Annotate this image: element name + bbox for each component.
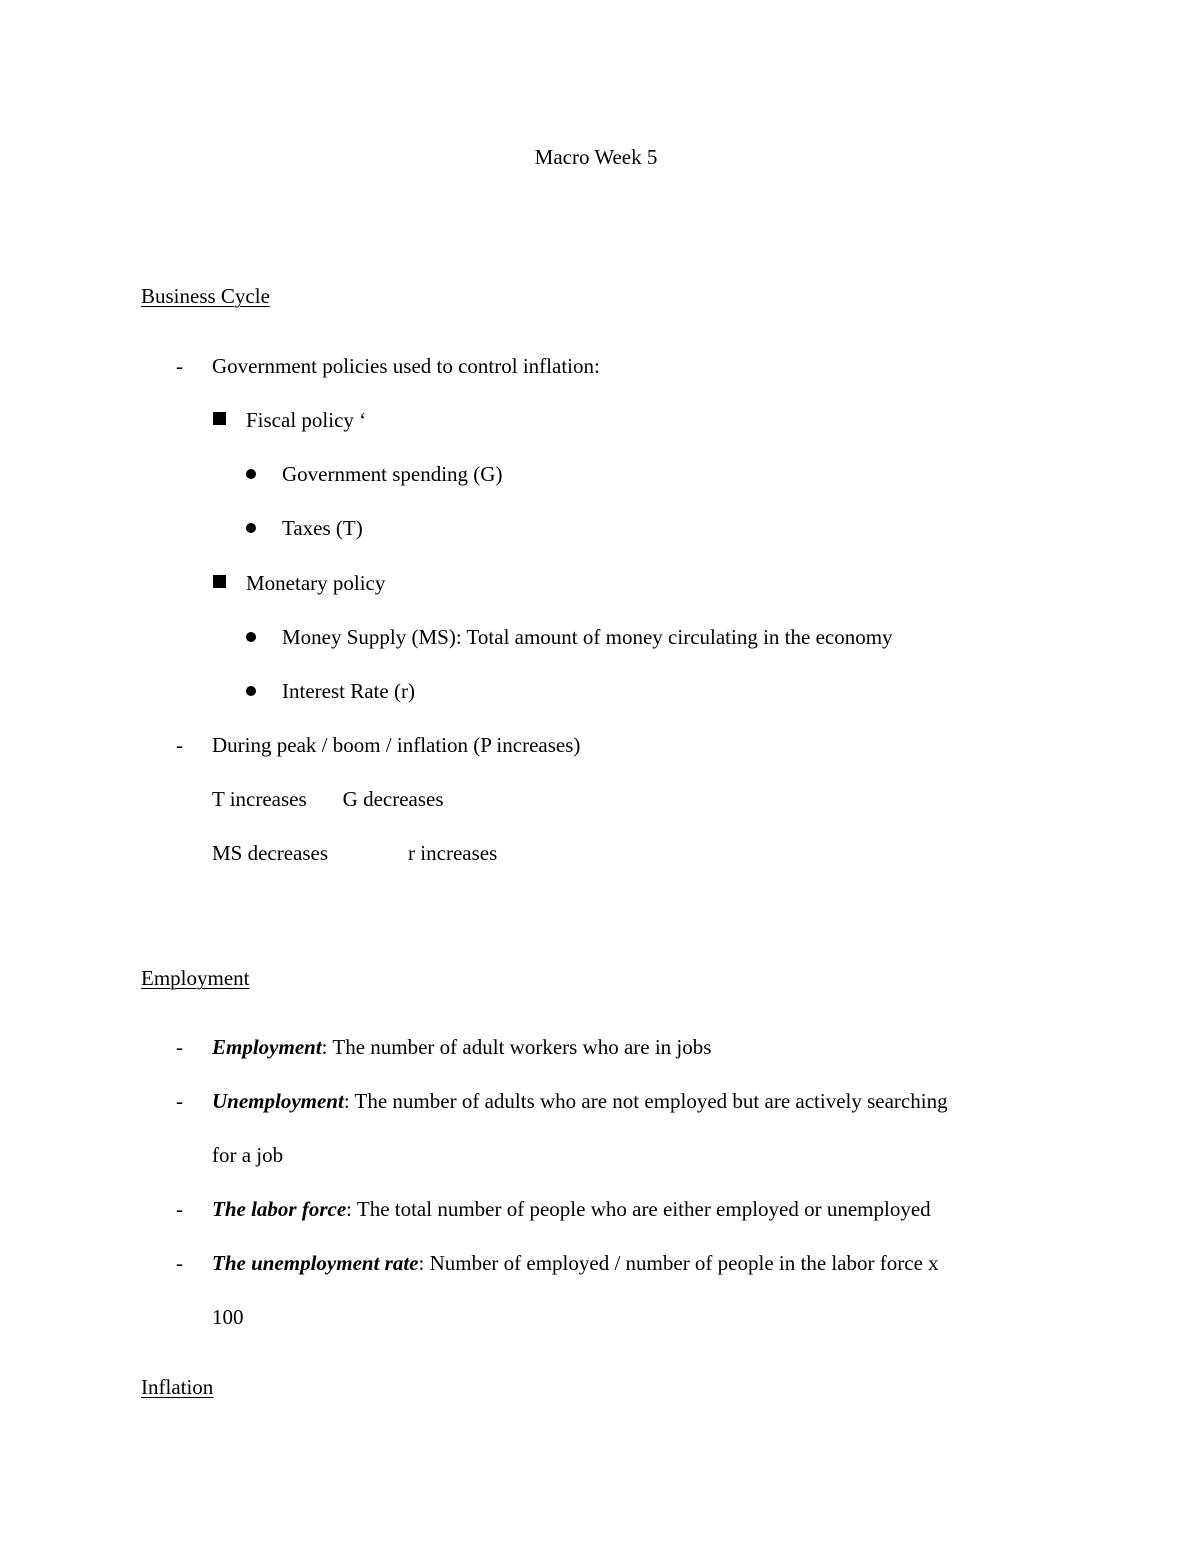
effects-row-2	[212, 840, 497, 866]
item-during-peak: During peak / boom / inflation (P increases)	[212, 733, 581, 757]
effect-t-increases: T increases	[212, 787, 307, 811]
term-labor-force: The labor force	[212, 1197, 347, 1221]
round-bullet-icon	[246, 686, 256, 696]
heading-employment: Employment	[141, 966, 250, 990]
definition-text: : The number of adult workers who are in jobs	[321, 1035, 712, 1059]
definition-unemployment	[212, 1088, 948, 1114]
definition-unemployment-rate	[212, 1250, 939, 1276]
heading-inflation: Inflation	[141, 1375, 214, 1399]
effects-row-1	[212, 786, 444, 812]
dash-bullet: -	[176, 1197, 183, 1221]
definition-text: : The total number of people who are either employed or unemployed	[346, 1197, 931, 1221]
definition-labor-force	[212, 1196, 931, 1222]
term-unemployment: Unemployment	[212, 1089, 344, 1113]
item-fiscal-policy: Fiscal policy ‘	[246, 408, 367, 432]
effect-ms-decreases: MS decreases	[212, 841, 329, 865]
square-bullet-icon	[213, 412, 226, 425]
page-title: Macro Week 5	[534, 145, 658, 169]
dash-bullet: -	[176, 354, 183, 378]
effect-g-decreases: G decreases	[342, 787, 444, 811]
term-unemployment-rate: The unemployment rate	[212, 1251, 419, 1275]
dash-bullet: -	[176, 1251, 183, 1275]
round-bullet-icon	[246, 523, 256, 533]
item-taxes: Taxes (T)	[282, 516, 363, 540]
dash-bullet: -	[176, 1089, 183, 1113]
definition-employment	[212, 1034, 711, 1060]
dash-bullet: -	[176, 733, 183, 757]
round-bullet-icon	[246, 632, 256, 642]
round-bullet-icon	[246, 469, 256, 479]
definition-continuation: for a job	[212, 1143, 284, 1167]
item-government-policies: Government policies used to control inflation:	[212, 354, 600, 378]
definition-continuation: 100	[212, 1305, 244, 1329]
item-monetary-policy: Monetary policy	[246, 571, 386, 595]
effect-r-increases: r increases	[408, 841, 498, 865]
item-government-spending: Government spending (G)	[282, 462, 503, 486]
dash-bullet: -	[176, 1035, 183, 1059]
definition-text: : Number of employed / number of people in the labor force x	[418, 1251, 939, 1275]
square-bullet-icon	[213, 575, 226, 588]
term-employment: Employment	[212, 1035, 322, 1059]
heading-business-cycle: Business Cycle	[141, 284, 270, 308]
item-interest-rate: Interest Rate (r)	[282, 679, 415, 703]
definition-text: : The number of adults who are not employed but are actively searching	[343, 1089, 948, 1113]
item-money-supply: Money Supply (MS): Total amount of money circulating in the economy	[282, 625, 893, 649]
